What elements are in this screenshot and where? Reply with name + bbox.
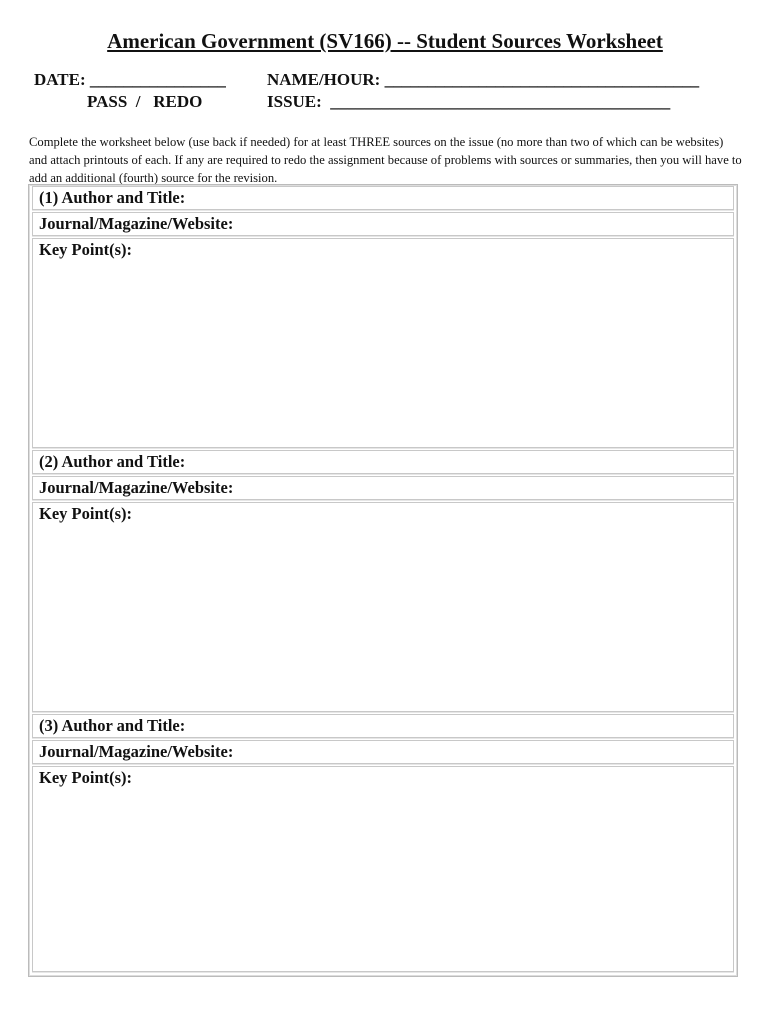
page-title: American Government (SV166) -- Student Sources Worksheet bbox=[107, 29, 663, 53]
source-2-author-field[interactable]: (2) Author and Title: bbox=[32, 450, 734, 474]
source-3-journal-field[interactable]: Journal/Magazine/Website: bbox=[32, 740, 734, 764]
source-2-journal-field[interactable]: Journal/Magazine/Website: bbox=[32, 476, 734, 500]
issue-field[interactable]: ISSUE: ________________________________________ bbox=[267, 92, 671, 111]
source-1-author-field[interactable]: (1) Author and Title: bbox=[32, 186, 734, 210]
source-3-author-field[interactable]: (3) Author and Title: bbox=[32, 714, 734, 738]
sources-table bbox=[28, 184, 738, 977]
source-1-key-points-field[interactable]: Key Point(s): bbox=[32, 238, 734, 448]
source-3-key-points-field[interactable]: Key Point(s): bbox=[32, 766, 734, 972]
instructions: Complete the worksheet below (use back if needed) for at least THREE sources on the issue (no more than two of which can be websites) and attach printouts of each. If any are required to redo the assignment because of problems with sources or summaries, then you will have to add an additional (fourth) source for the revision. bbox=[29, 135, 742, 185]
source-2-key-points-field[interactable]: Key Point(s): bbox=[32, 502, 734, 712]
source-1-journal-field[interactable]: Journal/Magazine/Website: bbox=[32, 212, 734, 236]
name-hour-field[interactable]: NAME/HOUR: _____________________________________ bbox=[267, 70, 700, 89]
date-field[interactable]: DATE: ________________ bbox=[34, 70, 226, 89]
pass-redo-label: PASS / REDO bbox=[87, 92, 203, 111]
